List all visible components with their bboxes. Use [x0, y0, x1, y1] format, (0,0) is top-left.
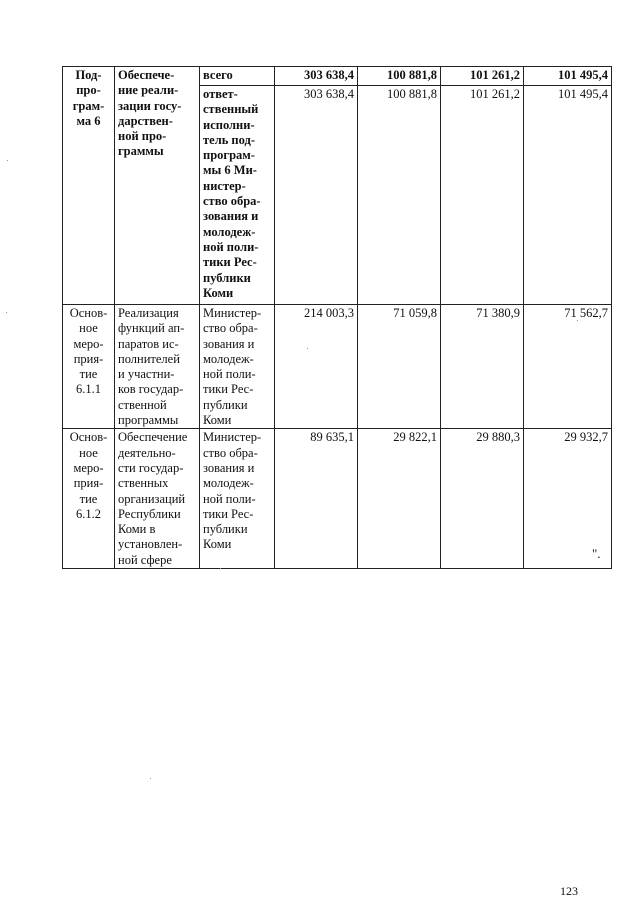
- value-year3-cell: 101 495,4: [524, 86, 612, 305]
- subprogram-code-cell: Под- про- грам- ма 6: [63, 67, 115, 305]
- value-year1-cell: 100 881,8: [358, 86, 441, 305]
- value-total-cell: 214 003,3: [275, 305, 358, 429]
- value-total-cell: 89 635,1: [275, 429, 358, 569]
- scan-speck: [150, 778, 151, 779]
- scan-speck: [6, 312, 7, 313]
- value-year1-cell: 71 059,8: [358, 305, 441, 429]
- value-year1-cell: 100 881,8: [358, 67, 441, 86]
- value-total-cell: 303 638,4: [275, 67, 358, 86]
- value-year3-cell: 29 932,7: [524, 429, 612, 569]
- activity-name-cell: Реализация функций ап- паратов ис- полнителей и участни- ков государ- ственной программы: [115, 305, 200, 429]
- table-row-activity-6-1-1: [63, 305, 612, 429]
- scan-speck: [307, 348, 308, 349]
- scan-speck: [220, 568, 221, 569]
- value-year2-cell: 71 380,9: [441, 305, 524, 429]
- value-year3-cell: 101 495,4: [524, 67, 612, 86]
- value-year2-cell: 101 261,2: [441, 67, 524, 86]
- budget-table: [62, 66, 612, 569]
- value-year2-cell: 29 880,3: [441, 429, 524, 569]
- activity-name-cell: Обеспечение деятельно- сти государ- ственных организаций Республики Коми в установлен- ной сфере: [115, 429, 200, 569]
- table-row-activity-6-1-2: [63, 429, 612, 569]
- executor-cell: всего: [200, 67, 275, 86]
- page-number: 123: [560, 884, 578, 898]
- value-year1-cell: 29 822,1: [358, 429, 441, 569]
- closing-quote-mark: ".: [592, 546, 601, 561]
- scan-speck: [7, 160, 8, 161]
- activity-code-cell: Основ- ное меро- прия- тие 6.1.2: [63, 429, 115, 569]
- scan-speck: [577, 320, 578, 321]
- executor-cell: ответ- ственный исполни- тель под- програм- мы 6 Ми- нистер- ство обра- зования и молодеж- ной поли- тики Рес- публики Коми: [200, 86, 275, 305]
- executor-cell: Министер- ство обра- зования и молодеж- ной поли- тики Рес- публики Коми: [200, 429, 275, 569]
- value-year3-cell: 71 562,7: [524, 305, 612, 429]
- value-year2-cell: 101 261,2: [441, 86, 524, 305]
- table-row-subprogram-total: [63, 67, 612, 86]
- subprogram-name-cell: Обеспече- ние реали- зации госу- дарствен- ной про- граммы: [115, 67, 200, 305]
- activity-code-cell: Основ- ное меро- прия- тие 6.1.1: [63, 305, 115, 429]
- executor-cell: Министер- ство обра- зования и молодеж- ной поли- тики Рес- публики Коми: [200, 305, 275, 429]
- value-total-cell: 303 638,4: [275, 86, 358, 305]
